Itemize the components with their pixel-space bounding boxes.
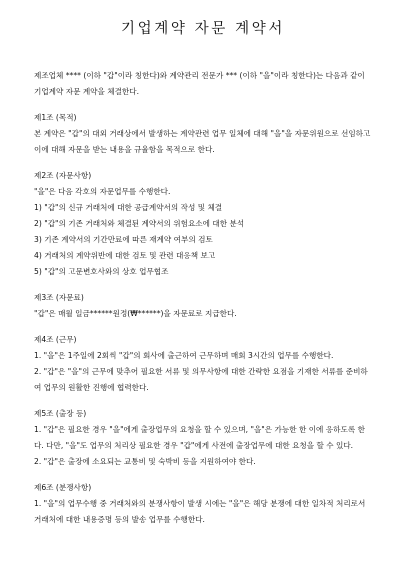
list-item: 3) 기존 계약서의 기간만료에 따른 재계약 여부의 검토	[34, 235, 213, 244]
article-paragraph: 본 계약은 "갑"의 대외 거래상에서 발생하는 계약관련 업무 일체에 대해 "을"을 자문위원으로 선임하고 이에 대해 자문을 받는 내용을 규율함을 목적으로 한다.	[34, 129, 371, 154]
article-1	[34, 110, 372, 158]
list-item: 5) "갑"의 고문변호사와의 상호 업무협조	[34, 267, 169, 276]
article-paragraph: 2. "갑"은 "을"의 근무에 맞추어 필요한 서류 및 의무사항에 대한 간략한 요점을 기재한 서류를 준비하여 업무의 원활한 진행에 협력한다.	[34, 367, 368, 392]
article-2	[34, 168, 372, 280]
article-heading: 제1조 (목적)	[34, 113, 77, 122]
list-item: 1) "갑"의 신규 거래처에 대한 공급계약서의 작성 및 체결	[34, 203, 223, 212]
document-title: 기업계약 자문 계약서	[121, 21, 285, 37]
article-6	[34, 480, 372, 528]
article-heading: 제2조 (자문사항)	[34, 171, 92, 180]
article-4	[34, 332, 372, 396]
article-heading: 제3조 (자문료)	[34, 293, 84, 302]
article-paragraph: "을"은 다음 각호의 자문업무를 수행한다.	[34, 187, 171, 196]
list-item: 4) 거래처의 계약위반에 대한 검토 및 관련 대응책 보고	[34, 251, 216, 260]
article-paragraph: 1. "갑"은 필요한 경우 "을"에게 출장업무의 요청을 할 수 있으며, "을"은 가능한 한 이에 응하도록 한다. 다만, "을"도 업무의 처리상 필요한 경우 "갑"에게 사전에 출장업무에 대한 요청을 할 수 있다.	[34, 425, 365, 450]
article-paragraph: 2. "갑"은 출장에 소요되는 교통비 및 숙박비 등을 지원하여야 한다.	[34, 457, 256, 466]
article-3	[34, 290, 372, 322]
article-5	[34, 406, 372, 470]
article-heading: 제4조 (근무)	[34, 335, 77, 344]
list-item: 2) "갑"의 기존 거래처와 체결된 계약서의 위험요소에 대한 분석	[34, 219, 245, 228]
article-paragraph: "갑"은 매월 일금******원정(₩******)을 자문료로 지급한다.	[34, 309, 237, 318]
article-paragraph: 1. "을"은 1주일에 2회씩 "갑"의 회사에 출근하여 근무하며 매회 3시간의 업무를 수행한다.	[34, 351, 334, 360]
article-heading: 제5조 (출장 등)	[34, 409, 87, 418]
article-paragraph: 1. "을"의 업무수행 중 거래처와의 분쟁사항이 발생 시에는 "을"은 해당 분쟁에 대한 일차적 처리로서 거래처에 대한 내용증명 등의 발송 업무를 수행한다.	[34, 499, 366, 524]
article-heading: 제6조 (분쟁사항)	[34, 483, 92, 492]
intro-paragraph: 제조업체 **** (이하 "갑"이라 칭한다)와 계약관리 전문가 *** (이하 "을"이라 칭한다)는 다음과 같이 기업계약 자문 계약을 체결한다.	[34, 71, 365, 96]
